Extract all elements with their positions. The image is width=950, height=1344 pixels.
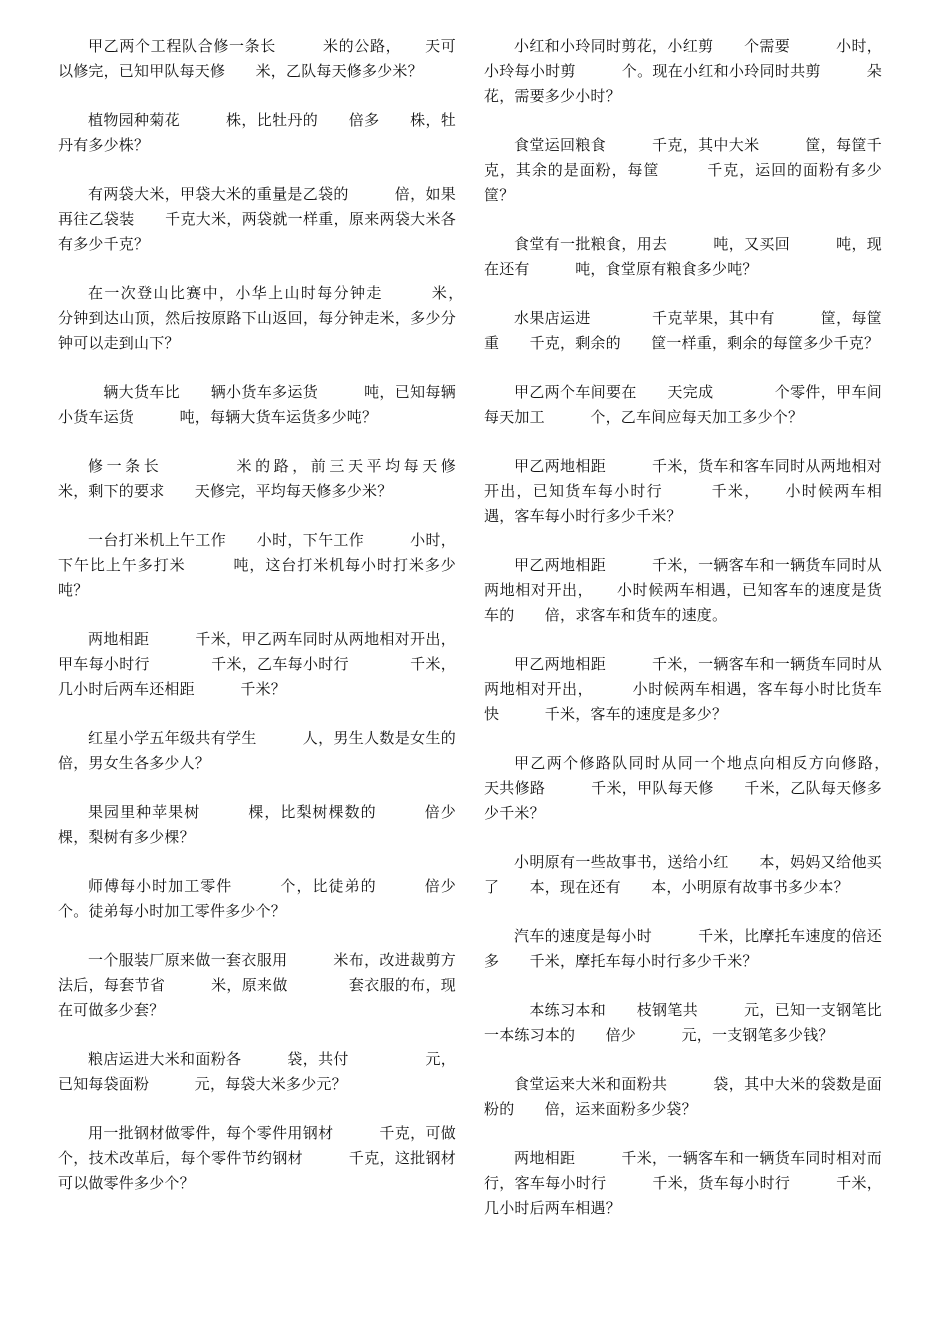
problem-line: 千克，其余的是面粉，每筐 千克，运回的面粉有多 — [484, 136, 882, 179]
problem-spacer — [58, 1023, 456, 1047]
word-problem — [484, 924, 882, 974]
word-problem — [484, 1146, 882, 1221]
problem-line: 对开出，已知货车每小时行 千米， 小时候两车相 — [484, 457, 882, 500]
problem-line: 可以修完，已知甲队每天修 米，乙队每天修多少米？ — [58, 37, 456, 80]
problem-spacer — [58, 84, 456, 108]
problem-line: 汽车的速度是每小时 千米，比摩托车速度的 — [514, 927, 852, 945]
problem-line: 红星小学五年级共有学生 人，男生人数是女生 — [88, 729, 441, 747]
problem-line: 一台打米机上午工作 小时，下午工作 小时， — [88, 531, 456, 549]
problem-line: 甲乙两个工程队合修一条长 米的公路， 天 — [88, 37, 441, 55]
problem-line: 在还有 吨，食堂原有粮食多少吨？ — [484, 260, 758, 278]
problem-line: 有两袋大米，甲袋大米的重量是乙袋的 倍，如 — [88, 185, 441, 203]
problem-line: 果再往乙袋装 千克大米，两袋就一样重，原来两袋 — [58, 185, 456, 228]
problem-line: 辆大货车比 辆小货车多运货 吨，已知每辆 — [88, 383, 456, 401]
word-problem — [58, 1047, 456, 1097]
problem-spacer — [58, 850, 456, 874]
word-problem — [58, 800, 456, 850]
word-problem — [58, 380, 456, 430]
problem-line: 有多少株？ — [73, 136, 150, 154]
problem-spacer — [484, 1048, 882, 1072]
word-problem — [484, 306, 882, 356]
problem-spacer — [484, 1122, 882, 1146]
problem-line: 剩下的要求 天修完，平均每天修多少米？ — [88, 482, 393, 500]
problem-line: 路， 天共修路 千米，甲队每天修 千米，乙队每 — [484, 754, 913, 797]
problem-line: 千克，剩余的 筐一样重，剩余的每筐多少千克？ — [499, 334, 880, 352]
problem-spacer — [58, 1097, 456, 1121]
problem-line: 在一次登山比赛中，小华上山时每分钟走 米， — [88, 284, 456, 302]
problem-spacer — [484, 974, 882, 998]
problem-line: 是货车的 倍，求客车和货车的速度。 — [484, 581, 882, 624]
word-problem — [484, 553, 882, 628]
problem-line: 货车快 千米，客车的速度是多少？ — [484, 680, 882, 723]
word-problem — [484, 998, 882, 1048]
problem-line: 两地相距 千米，一辆客车和一辆货车同时相对 — [514, 1149, 867, 1167]
problem-line: 而行，客车每小时行 千米，货车每小时行 千米， — [484, 1149, 882, 1192]
problem-spacer — [58, 504, 456, 528]
problem-line: 粮店运进大米和面粉各 袋，共付 元，已 — [58, 1050, 456, 1093]
problem-line: 小玲每小时剪 个。现在小红和小玲同时共剪 朵 — [484, 62, 882, 80]
word-problem — [484, 232, 882, 282]
problem-line: 的 倍，男女生各多少人？ — [58, 729, 502, 772]
problem-line: 用一批钢材做零件，每个零件用钢材 千克，可 — [88, 1124, 441, 1142]
problem-spacer — [58, 257, 456, 281]
problem-line: 天修多少千米？ — [484, 779, 882, 822]
problem-line: 小红和小玲同时剪花，小红剪 个需要 小时， — [514, 37, 882, 55]
problem-spacer — [58, 702, 456, 726]
problem-line: 个。徒弟每小时加工零件多少个？ — [58, 902, 287, 920]
word-problem — [484, 751, 913, 826]
word-problem — [58, 182, 456, 257]
problem-line: 甲乙两个车间要在 天完成 个零件，甲车间 — [514, 383, 882, 401]
problem-line: 花，需要多少小时？ — [484, 87, 621, 105]
problem-spacer — [484, 900, 882, 924]
problem-line: 甲乙两个修路队同时从同一个地点向相反方向修 — [514, 754, 858, 772]
word-problem — [484, 34, 882, 109]
problem-spacer — [484, 282, 882, 306]
word-problem — [484, 454, 882, 529]
problem-spacer — [58, 158, 456, 182]
right-column — [484, 34, 913, 1221]
problem-line: 植物园种菊花 株，比牡丹的 倍多 株，牡丹 — [58, 111, 456, 154]
problem-line: 遇，客车每小时行多少千米？ — [484, 507, 682, 525]
problem-line: 修一条长 米的路，前三天平均每天修 米， — [58, 457, 502, 500]
word-problem — [58, 454, 502, 504]
word-problem — [58, 948, 456, 1023]
word-problem — [484, 850, 882, 900]
problem-line: 方法后，每套节省 米，原来做 套衣服的布， — [58, 951, 456, 994]
problem-line: 现在可做多少套？ — [58, 976, 456, 1019]
problem-line: 水果店运进 千克苹果，其中有 筐，每筐重 — [484, 309, 882, 352]
problem-line: 食堂运回粮食 千克，其中大米 筐，每筐 — [514, 136, 867, 154]
word-problem — [58, 108, 456, 158]
problem-line: 面粉的 倍，运来面粉多少袋？ — [484, 1075, 882, 1118]
problem-line: 这批钢材可以做零件多少个？ — [58, 1149, 456, 1192]
problem-line: 果园里种苹果树 棵，比梨树棵数的 倍少 — [88, 803, 456, 821]
problem-line: 分钟到达山顶，然后按原路下山返回，每分钟走 — [58, 284, 472, 327]
problem-line: 从两地相对开出， 小时候两车相遇，已知客车的速度 — [484, 556, 882, 599]
problem-line: 倍还多 千米，摩托车每小时行多少千米？ — [484, 927, 882, 970]
word-problem — [58, 726, 502, 776]
problem-line: 买了 本，现在还有 本，小明原有故事书多少本？ — [484, 853, 882, 896]
problem-line: 知每袋面粉 元，每袋大米多少元？ — [73, 1075, 347, 1093]
problem-line: 做 个，技术改革后，每个零件节约钢材 千克， — [58, 1124, 502, 1167]
word-problem — [58, 627, 456, 702]
problem-line: 甲车每小时行 千米，乙车每小时行 千米， — [58, 655, 456, 673]
problem-spacer — [484, 356, 882, 380]
problem-line: 甲乙两地相距 千米，一辆客车和一辆货车同时 — [514, 655, 867, 673]
problem-spacer — [58, 776, 456, 800]
problem-line: 食堂运来大米和面粉共 袋，其中大米的袋数是 — [514, 1075, 867, 1093]
problem-line: 几小时后两车还相距 千米？ — [58, 680, 287, 698]
problem-spacer — [484, 109, 882, 133]
word-problem — [58, 34, 456, 84]
word-problem — [58, 874, 456, 924]
problem-line: 小明原有一些故事书，送给小红 本，妈妈又给他 — [514, 853, 867, 871]
problem-spacer — [484, 628, 882, 652]
problem-line: 米，多少分钟可以走到山下？ — [58, 309, 456, 352]
problem-line: 本练习本和 枝钢笔共 元，已知一支钢笔比 — [514, 1001, 882, 1019]
problem-spacer — [484, 529, 882, 553]
left-column — [58, 34, 502, 1196]
problem-line: 从两地相对开出， 小时候两车相遇，客车每小时比 — [484, 655, 882, 698]
problem-line: 棵，梨树有多少棵？ — [58, 828, 195, 846]
problem-line: 一本练习本的 倍少 元，一支钢笔多少钱？ — [484, 1026, 834, 1044]
problem-line: 两地相距 千米，甲乙两车同时从两地相对开出， — [88, 630, 456, 648]
word-problem — [58, 528, 456, 603]
problem-spacer — [484, 727, 882, 751]
word-problem — [484, 652, 882, 727]
word-problem — [484, 133, 882, 208]
problem-line: 甲乙两地相距 千米，一辆客车和一辆货车同时 — [514, 556, 867, 574]
problem-line: 大米各有多少千克？ — [58, 210, 456, 253]
problem-spacer — [58, 356, 456, 380]
problem-spacer — [484, 430, 882, 454]
problem-line: 下午比上午多打米 吨，这台打米机每小时打米多 — [58, 556, 441, 574]
problem-spacer — [58, 924, 456, 948]
problem-line: 食堂有一批粮食，用去 吨，又买回 吨，现 — [514, 235, 882, 253]
problem-spacer — [58, 603, 456, 627]
problem-line: 甲乙两地相距 千米，货车和客车同时从两地相 — [514, 457, 867, 475]
problem-line: 几小时后两车相遇？ — [484, 1199, 621, 1217]
word-problem — [58, 1121, 502, 1196]
problem-spacer — [484, 826, 882, 850]
problem-line: 小货车运货 吨，每辆大货车运货多少吨？ — [58, 408, 378, 426]
problem-spacer — [58, 430, 456, 454]
word-problem — [484, 1072, 882, 1122]
problem-line: 师傅每小时加工零件 个，比徒弟的 倍少 — [88, 877, 456, 895]
problem-line: 少筐？ — [484, 161, 882, 204]
problem-spacer — [484, 208, 882, 232]
problem-line: 每天加工 个，乙车间应每天加工多少个？ — [484, 408, 804, 426]
problem-line: 一个服装厂原来做一套衣服用 米布，改进裁剪 — [88, 951, 441, 969]
word-problem — [58, 281, 472, 356]
problem-line: 少吨？ — [58, 556, 456, 599]
word-problem — [484, 380, 882, 430]
